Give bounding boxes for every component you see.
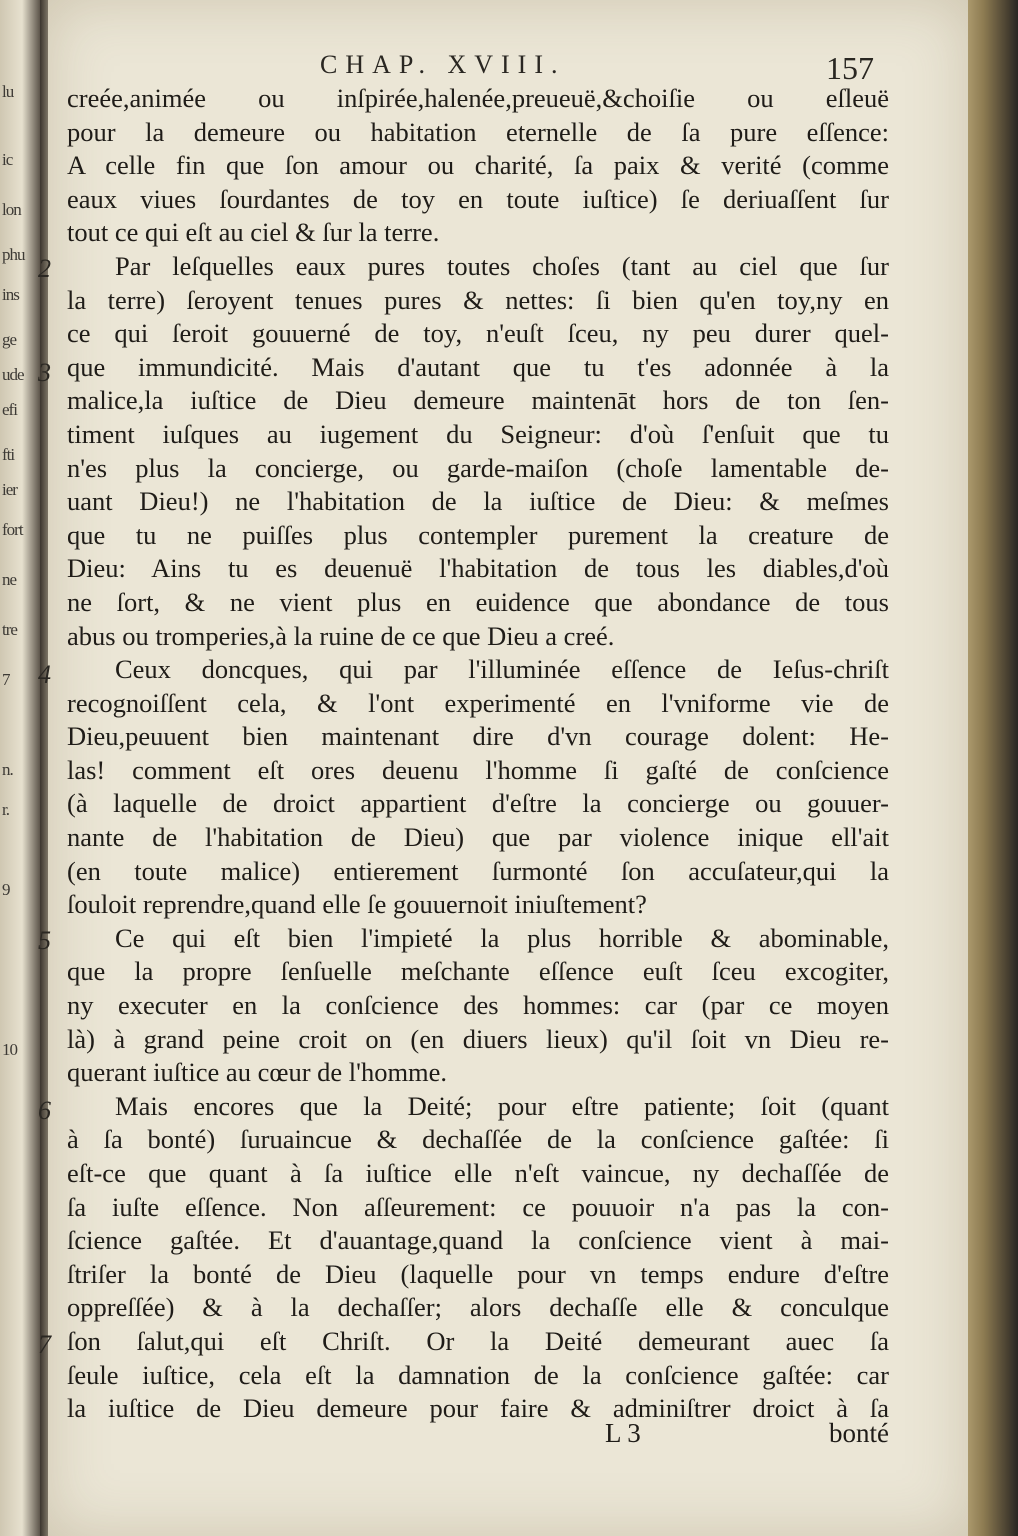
- text-line: tout ce qui eſt au ciel & ſur la terre.: [67, 217, 440, 248]
- text-line: uant Dieu!) ne l'habitation de la iuſtice de Dieu: & meſmes: [67, 486, 889, 517]
- facing-page-fragment: n.: [2, 760, 13, 779]
- text-line: A celle fin que ſon amour ou charité, ſa paix & verité (comme: [67, 150, 889, 181]
- page-fore-edge: [960, 0, 1018, 1536]
- page-number: 157: [826, 50, 874, 86]
- facing-page-fragment: efi: [2, 400, 17, 419]
- text-line: nante de l'habitation de Dieu) que par violence inique ell'ait: [67, 822, 889, 853]
- text-line: abus ou tromperies,à la ruine de ce que Dieu a creé.: [67, 620, 615, 651]
- catchword: bonté: [829, 1418, 889, 1448]
- text-line: que immundicité. Mais d'autant que tu t'es adonnée à la: [67, 351, 889, 382]
- text-line: ſcience gaſtée. Et d'auantage,quand la conſcience vient à mai-: [67, 1225, 889, 1256]
- verse-number: 2: [38, 254, 51, 283]
- text-line: Par leſquelles eaux pures toutes choſes (tant au ciel que ſur: [115, 250, 889, 281]
- text-line: ne ſort, & ne vient plus en euidence que abondance de tous: [67, 586, 889, 617]
- facing-page-fragment: phu: [2, 245, 25, 264]
- facing-page-fragment: ude: [2, 365, 24, 384]
- text-line: là) à grand peine croit on (en diuers lieux) qu'il ſoit vn Dieu re-: [67, 1023, 889, 1054]
- facing-page-fragment: fort: [2, 520, 23, 539]
- text-line: ſouloit reprendre,quand elle ſe gouuernoit iniuſtement?: [67, 889, 647, 920]
- text-line: ſtriſer la bonté de Dieu (laquelle pour vn temps endure d'eſtre: [67, 1258, 889, 1289]
- text-line: malice,la iuſtice de Dieu demeure maintenāt hors de ton ſen-: [67, 385, 889, 416]
- text-line: recognoiſſent cela, & l'ont experimenté en l'vniforme vie de: [67, 687, 889, 718]
- facing-page-fragment: lu: [2, 82, 14, 101]
- text-line: Dieu,peuuent bien maintenant dire d'vn courage dolent: He-: [67, 721, 889, 752]
- facing-page-fragment: fti: [2, 445, 15, 464]
- verse-number: 4: [38, 660, 51, 689]
- text-line: ſon ſalut,qui eſt Chriſt. Or la Deité demeurant auec ſa: [67, 1325, 889, 1356]
- text-line: querant iuſtice au cœur de l'homme.: [67, 1057, 448, 1088]
- page-footer: [67, 1418, 889, 1454]
- text-line: eaux viues ſourdantes de toy en toute iuſtice) ſe deriuaſſent ſur: [67, 183, 889, 214]
- signature-mark: L 3: [605, 1418, 641, 1448]
- facing-page-fragment: lon: [2, 200, 21, 219]
- text-line: ſa iuſte eſſence. Non aſſeurement: ce pouuoir n'a pas la con-: [67, 1191, 889, 1222]
- text-line: la terre) ſeroyent tenues pures & nettes: ſi bien qu'en toy,ny en: [67, 284, 889, 315]
- text-line: n'es plus la concierge, ou garde-maiſon (choſe lamentable de-: [67, 452, 889, 483]
- text-line: pour la demeure ou habitation eternelle de ſa pure eſſence:: [67, 116, 889, 147]
- facing-page-fragment: 7: [2, 670, 10, 689]
- facing-page-fragment: 10: [2, 1040, 17, 1059]
- body-text: [67, 82, 889, 1426]
- text-line: (à laquelle de droict appartient d'eſtre la concierge ou gouuer-: [67, 788, 889, 819]
- facing-page-fragment: ins: [2, 285, 19, 304]
- facing-page-fragment: r.: [2, 800, 9, 819]
- text-line: (en toute malice) entierement ſurmonté ſon accuſateur,qui la: [67, 855, 889, 886]
- facing-page-edge: [0, 0, 40, 1536]
- text-line: Mais encores que la Deité; pour eſtre patiente; ſoit (quant: [115, 1090, 889, 1121]
- text-line: las! comment eſt ores deuenu l'homme ſi gaſté de conſcience: [67, 754, 889, 785]
- text-line: la iuſtice de Dieu demeure pour faire & adminiſtrer droict à ſa: [67, 1393, 889, 1424]
- text-line: que tu ne puiſſes plus contempler purement la creature de: [67, 519, 889, 550]
- text-line: Dieu: Ains tu es deuenuë l'habitation de tous les diables,d'où: [67, 553, 889, 584]
- verse-number: 3: [38, 358, 51, 387]
- facing-page-fragment: ic: [2, 150, 13, 169]
- text-line: creée,animée ou inſpirée,halenée,preueuë,&choiſie ou eſleuë: [67, 83, 889, 113]
- verse-number: 7: [38, 1330, 51, 1359]
- verse-number: 5: [38, 926, 51, 955]
- facing-page-fragment: ier: [2, 480, 17, 499]
- text-line: timent iuſques au iugement du Seigneur: d'où ſ'enſuit que tu: [67, 418, 889, 449]
- text-line: que la propre ſenſuelle meſchante eſſence euſt ſceu excogiter,: [67, 956, 889, 987]
- text-line: oppreſſée) & à la dechaſſer; alors dechaſſe elle & conculque: [67, 1292, 889, 1323]
- facing-page-fragment: 9: [2, 880, 10, 899]
- text-line: Ceux doncques, qui par l'illuminée eſſence de Ieſus-chriſt: [115, 654, 889, 685]
- text-line: eſt-ce que quant à ſa iuſtice elle n'eſt vaincue, ny dechaſſée de: [67, 1158, 889, 1188]
- text-line: à ſa bonté) ſuruaincue & dechaſſée de la conſcience gaſtée: ſi: [67, 1124, 889, 1155]
- text-line: ny executer en la conſcience des hommes: car (par ce moyen: [67, 990, 889, 1021]
- text-line: ſeule iuſtice, cela eſt la damnation de la conſcience gaſtée: car: [67, 1359, 889, 1390]
- running-head: CHAP. XVIII.: [320, 50, 566, 79]
- facing-page-fragment: tre: [2, 620, 17, 639]
- verse-number: 6: [38, 1096, 51, 1125]
- facing-page-fragment: ne: [2, 570, 17, 589]
- text-line: ce qui ſeroit gouuerné de toy, n'euſt ſceu, ny peu durer quel-: [67, 318, 889, 349]
- facing-page-fragment: ge: [2, 330, 17, 349]
- text-line: Ce qui eſt bien l'impieté la plus horrible & abominable,: [115, 922, 889, 953]
